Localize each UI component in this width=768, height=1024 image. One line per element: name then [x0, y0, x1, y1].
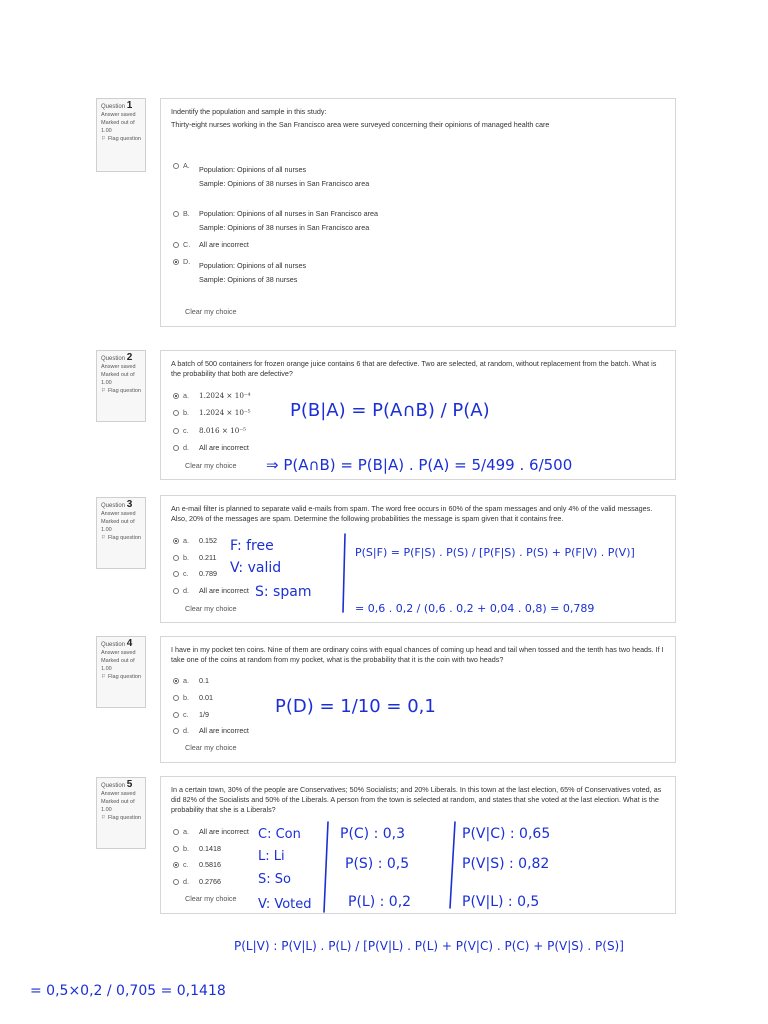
question-label: Question	[101, 503, 126, 509]
max-score: 1.00	[101, 666, 112, 672]
question-stem: Indentify the population and sample in this study:	[171, 107, 327, 116]
option-letter: d.	[183, 586, 189, 595]
question-label: Question	[101, 104, 126, 110]
handwritten-note: P(S) : 0,5	[345, 856, 410, 872]
option-text: Population: Opinions of all nurses	[199, 261, 307, 270]
marked-out-of: Marked out of	[101, 799, 135, 805]
flag-icon: ⚐	[101, 535, 106, 541]
handwritten-note: S: So	[258, 872, 291, 887]
handwritten-note: P(S|F) = P(F|S) . P(S) / [P(F|S) . P(S) + P(F|V) . P(V)]	[355, 546, 635, 559]
option-text: All are incorrect	[199, 443, 249, 452]
option-letter: a.	[183, 391, 189, 400]
answer-status: Answer saved	[101, 791, 136, 797]
handwritten-note: V: valid	[230, 560, 282, 576]
max-score: 1.00	[101, 380, 112, 386]
option-letter: c.	[183, 710, 189, 719]
marked-out-of: Marked out of	[101, 519, 135, 525]
handwritten-note: P(L) : 0,2	[348, 894, 412, 910]
handwritten-note: P(C) : 0,3	[340, 826, 406, 842]
clear-choice-link[interactable]: Clear my choice	[185, 604, 237, 613]
question-number: 2	[126, 352, 133, 363]
option-text: 0.2766	[199, 877, 221, 886]
handwritten-note: C: Con	[258, 827, 301, 842]
handwritten-note: F: free	[230, 538, 274, 554]
question-number: 5	[126, 779, 133, 790]
marked-out-of: Marked out of	[101, 658, 135, 664]
option-text: All are incorrect	[199, 827, 249, 836]
option-letter: c.	[183, 860, 189, 869]
option-text: 0.5816	[199, 860, 221, 869]
handwritten-note: P(V|C) : 0,65	[462, 826, 551, 842]
question-label: Question	[101, 356, 126, 362]
option-text: All are incorrect	[199, 586, 249, 595]
handwritten-note: L: Li	[258, 849, 285, 864]
question-label: Question	[101, 642, 126, 648]
option-text: Population: Opinions of all nurses in San Francisco area	[199, 209, 378, 218]
handwritten-note: = 0,6 . 0,2 / (0,6 . 0,2 + 0,04 . 0,8) = 0,789	[355, 602, 595, 615]
handwritten-divider	[343, 534, 345, 612]
option-letter: B.	[183, 209, 190, 218]
question-text: A batch of 500 containers for frozen orange juice contains 6 that are defective. Two are selected, at random, without replacement from the batch. What is the probability that both are defective?	[171, 359, 657, 378]
option-text: All are incorrect	[199, 240, 249, 249]
option-text: Sample: Opinions of 38 nurses	[199, 275, 298, 284]
option-text: 1/9	[199, 710, 209, 719]
option-text: Population: Opinions of all nurses	[199, 165, 307, 174]
handwritten-note: = 0,5×0,2 / 0,705 = 0,1418	[30, 983, 226, 999]
handwritten-note: P(D) = 1/10 = 0,1	[275, 696, 436, 717]
flag-label: Flag question	[107, 388, 141, 394]
handwritten-divider	[450, 822, 455, 908]
flag-label: Flag question	[107, 136, 141, 142]
question-text: Thirty-eight nurses working in the San Francisco area were surveyed concerning their opinions of managed health care	[171, 120, 550, 129]
option-text: 0.211	[199, 553, 217, 562]
option-text: 0.789	[199, 569, 217, 578]
flag-icon: ⚐	[101, 388, 106, 394]
handwritten-divider	[324, 822, 328, 912]
marked-out-of: Marked out of	[101, 372, 135, 378]
option-letter: a.	[183, 827, 189, 836]
option-letter: c.	[183, 569, 189, 578]
answer-status: Answer saved	[101, 364, 136, 370]
option-letter: b.	[183, 693, 189, 702]
max-score: 1.00	[101, 807, 112, 813]
option-letter: D.	[183, 257, 191, 266]
clear-choice-link[interactable]: Clear my choice	[185, 461, 237, 470]
handwritten-note: P(V|L) : 0,5	[462, 894, 540, 910]
option-letter: C.	[183, 240, 191, 249]
handwritten-note: ⇒ P(A∩B) = P(B|A) . P(A) = 5/499 . 6/500	[266, 456, 573, 474]
flag-icon: ⚐	[101, 674, 106, 680]
option-text: Sample: Opinions of 38 nurses in San Francisco area	[199, 223, 370, 232]
option-letter: b.	[183, 408, 189, 417]
handwritten-note: S: spam	[255, 584, 312, 600]
flag-icon: ⚐	[101, 136, 106, 142]
flag-icon: ⚐	[101, 815, 106, 821]
question-text: I have in my pocket ten coins. Nine of them are ordinary coins with equal chances of coming up head and tail when tossed and the tenth has two heads. If I take one of the coins at random from my pocket, what is the probability that it is the coin with two heads?	[171, 645, 664, 664]
answer-status: Answer saved	[101, 650, 136, 656]
option-letter: a.	[183, 536, 189, 545]
question-number: 1	[126, 100, 133, 111]
flag-label: Flag question	[107, 535, 141, 541]
clear-choice-link[interactable]: Clear my choice	[185, 307, 237, 316]
handwritten-note: P(B|A) = P(A∩B) / P(A)	[290, 400, 490, 421]
option-letter: b.	[183, 553, 189, 562]
answer-status: Answer saved	[101, 112, 136, 118]
marked-out-of: Marked out of	[101, 120, 135, 126]
option-text: 1.2024 × 10⁻⁵	[199, 408, 251, 417]
max-score: 1.00	[101, 128, 112, 134]
max-score: 1.00	[101, 527, 112, 533]
option-letter: d.	[183, 877, 189, 886]
answer-status: Answer saved	[101, 511, 136, 517]
question-text: An e-mail filter is planned to separate valid e-mails from spam. The word free occurs in 60% of the spam messages and only 4% of the valid messages. Also, 20% of the messages are spam. Determine the following probabilities the message is spam given that it contains free.	[171, 504, 653, 523]
option-text: 0.01	[199, 693, 213, 702]
handwritten-note: V: Voted	[258, 897, 312, 912]
question-text: In a certain town, 30% of the people are Conservatives; 50% Socialists; and 20% Liberals. In this town at the last election, 65% of Conservatives voted, as did 82% of the Socialists and 50% of the Liberals. A person from the town is selected at random, and states that she voted at the last election. What is the probability that she is a Liberals?	[171, 785, 662, 814]
option-letter: d.	[183, 443, 189, 452]
question-number: 4	[126, 638, 133, 649]
option-letter: A.	[183, 161, 190, 170]
option-letter: a.	[183, 676, 189, 685]
option-letter: b.	[183, 844, 189, 853]
option-letter: d.	[183, 726, 189, 735]
option-text: 0.152	[199, 536, 217, 545]
clear-choice-link[interactable]: Clear my choice	[185, 894, 237, 903]
clear-choice-link[interactable]: Clear my choice	[185, 743, 237, 752]
option-text: Sample: Opinions of 38 nurses in San Francisco area	[199, 179, 370, 188]
option-text: 0.1418	[199, 844, 221, 853]
question-number: 3	[126, 499, 133, 510]
option-text: 1.2024 × 10⁻⁴	[199, 391, 251, 400]
handwritten-note: P(L|V) : P(V|L) . P(L) / [P(V|L) . P(L) + P(V|C) . P(C) + P(V|S) . P(S)]	[234, 939, 624, 953]
option-letter: c.	[183, 426, 189, 435]
flag-label: Flag question	[107, 674, 141, 680]
question-label: Question	[101, 783, 126, 789]
flag-label: Flag question	[107, 815, 141, 821]
option-text: 8.016 × 10⁻⁵	[199, 426, 246, 435]
option-text: All are incorrect	[199, 726, 249, 735]
option-text: 0.1	[199, 676, 209, 685]
handwritten-note: P(V|S) : 0,82	[462, 856, 550, 872]
